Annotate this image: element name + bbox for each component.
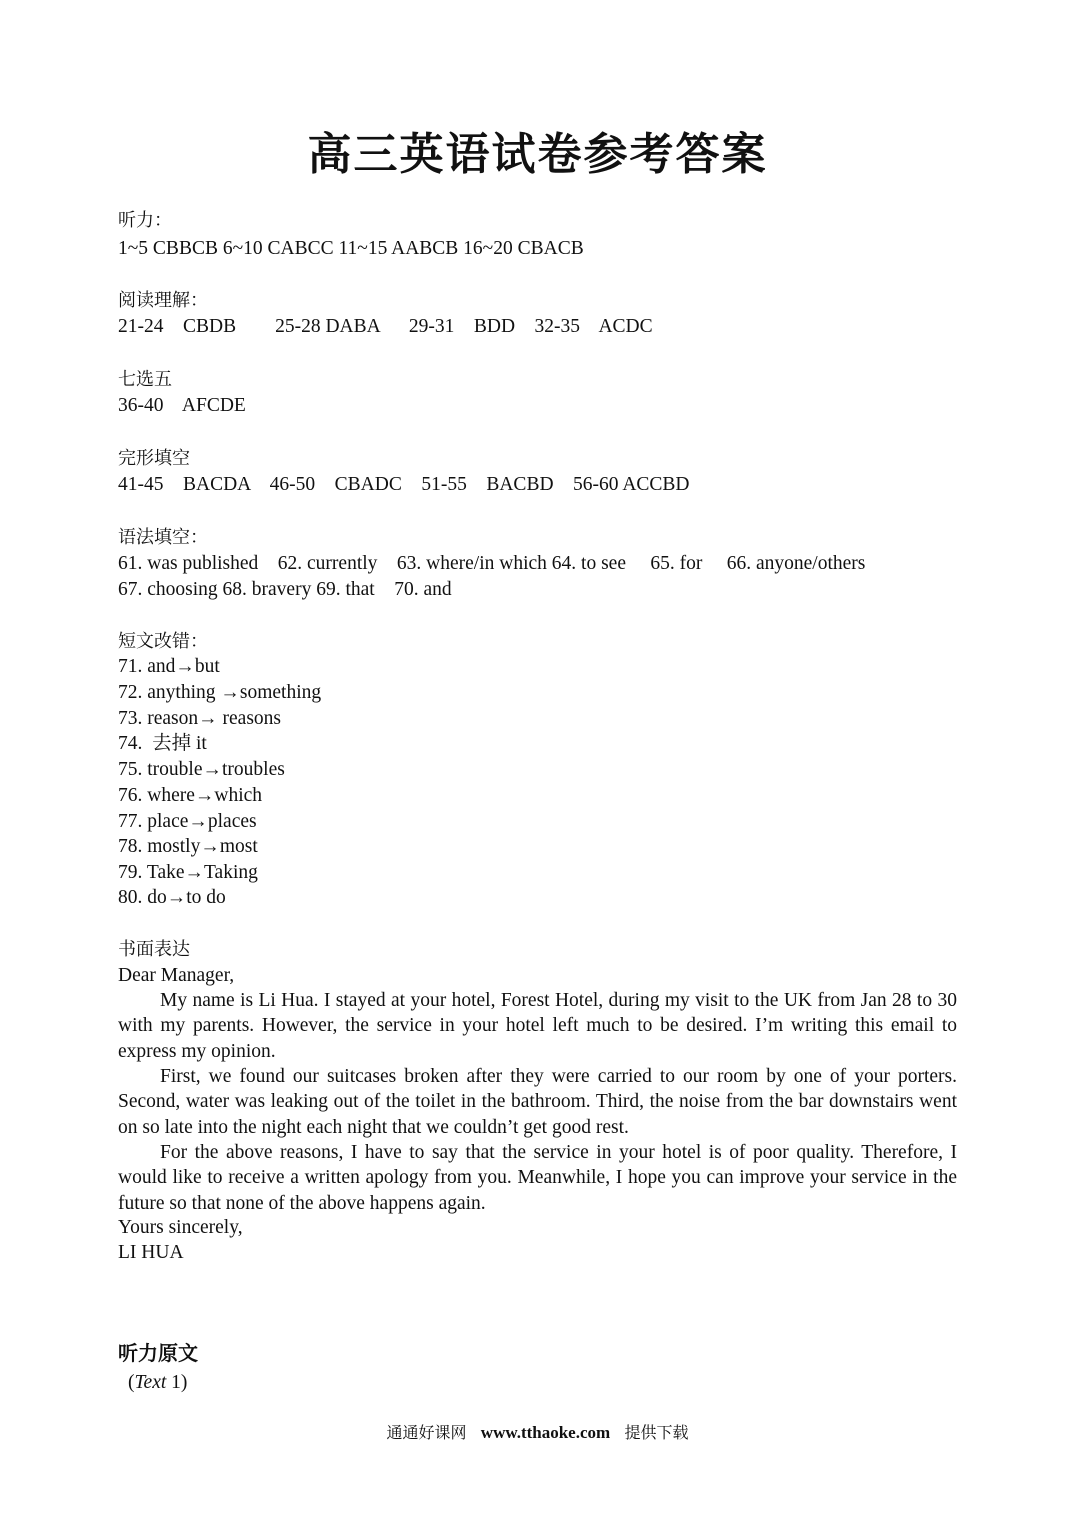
- footer-suffix: 提供下载: [624, 1423, 689, 1442]
- listening-answers: 1~5 CBBCB 6~10 CABCC 11~15 AABCB 16~20 CBACB: [118, 238, 584, 259]
- letter-signature: LI HUA: [118, 1242, 184, 1263]
- reading-heading: 阅读理解：: [118, 290, 208, 311]
- correction-item: 77. place→places: [118, 811, 257, 832]
- letter-salutation: Dear Manager,: [118, 965, 235, 986]
- transcript-text-label: (Text 1): [128, 1372, 188, 1393]
- grammar-answers-line-2: 67. choosing 68. bravery 69. that 70. and: [118, 579, 452, 600]
- grammar-answers-line-1: 61. was published 62. currently 63. where/in which 64. to see 65. for 66. anyone/others: [118, 553, 866, 574]
- correction-item: 72. anything →something: [118, 682, 322, 703]
- letter-paragraph-2: First, we found our suitcases broken after they were carried to our room by one of your porters. Second, water was leaking out of the toilet in the bathroom. Third, the noise from the bar downstairs went on so late into the night each night that we couldn’t get good rest.: [118, 1066, 957, 1138]
- transcript-heading: 听力原文: [118, 1341, 198, 1365]
- letter-paragraph-3: For the above reasons, I have to say that the service in your hotel is of poor quality. Therefore, I would like to receive a written apology from you. Meanwhile, I hope you can improve your service in the future so that none of the above happens again.: [118, 1142, 957, 1214]
- correction-item: 78. mostly→most: [118, 836, 258, 857]
- footer-site-name: 通通好课网: [386, 1423, 467, 1442]
- letter-paragraph-1: My name is Li Hua. I stayed at your hotel, Forest Hotel, during my visit to the UK from Jan 28 to 30 with my parents. However, the service in your hotel left much to be desired. I’m writing this email to express my opinion.: [118, 990, 957, 1062]
- correction-item: 79. Take→Taking: [118, 862, 258, 883]
- listening-heading: 听力：: [118, 210, 172, 231]
- footer-url[interactable]: www.tthaoke.com: [480, 1423, 611, 1442]
- cloze-answers: 41-45 BACDA 46-50 CBADC 51-55 BACBD 56-60 ACCBD: [118, 474, 690, 495]
- correction-heading: 短文改错：: [118, 631, 208, 652]
- footer: [0, 1420, 1075, 1443]
- writing-heading: 书面表达: [118, 939, 190, 960]
- letter-closing: Yours sincerely,: [118, 1217, 243, 1238]
- reading-answers: 21-24 CBDB 25-28 DABA 29-31 BDD 32-35 ACDC: [118, 316, 653, 337]
- correction-item: 71. and→but: [118, 656, 220, 677]
- correction-item: 74. 去掉 it: [118, 733, 207, 754]
- page-title: 高三英语试卷参考答案: [307, 129, 768, 180]
- seven-five-heading: 七选五: [118, 369, 172, 390]
- grammar-heading: 语法填空：: [118, 527, 208, 548]
- correction-item: 73. reason→ reasons: [118, 708, 281, 729]
- correction-item: 76. where→which: [118, 785, 263, 806]
- correction-item: 80. do→to do: [118, 887, 226, 908]
- cloze-heading: 完形填空: [118, 448, 190, 469]
- correction-item: 75. trouble→troubles: [118, 759, 285, 780]
- seven-five-answers: 36-40 AFCDE: [118, 395, 246, 416]
